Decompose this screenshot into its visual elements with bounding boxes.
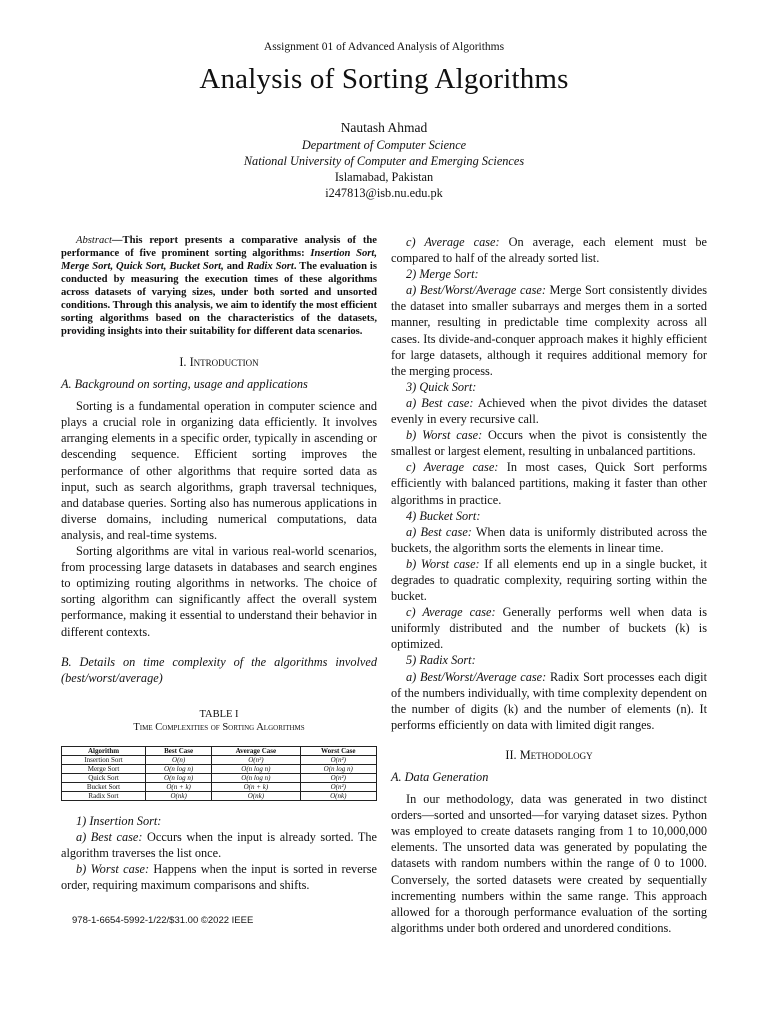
table-cell: O(n + k) (212, 782, 300, 791)
case-label: b) Worst case: (406, 556, 480, 571)
section-heading-methodology (391, 747, 707, 763)
subsubsection-merge-sort: 2) Merge Sort: (406, 267, 479, 282)
abstract-radix: Radix Sort (246, 261, 294, 272)
table-row (62, 764, 377, 773)
paragraph (391, 427, 707, 459)
table-cell: Merge Sort (62, 764, 146, 773)
table-cell: O(n log n) (212, 773, 300, 782)
running-header: Assignment 01 of Advanced Analysis of Algorithms (263, 41, 505, 53)
abstract-text-b: . The evaluation is conducted by measuring the execution times of these algorithms across datasets of varying sizes, under both sorted and unsorted conditions. Through this analysis, we aim to identify the most efficient sorting algorithms based on the characteristics of the datasets, providing insights into their suitability for different data scenarios. (61, 261, 377, 337)
case-label: a) Best/Worst/Average case: (406, 283, 546, 298)
copyright-footer: 978-1-6654-5992-1/22/$31.00 ©2022 IEEE (72, 915, 254, 926)
case-text: In most cases, Quick Sort performs efficiently with balanced partitions, making it faster than other algorithms in practice. (391, 460, 707, 507)
table-row (62, 791, 377, 800)
table-cell: O(n²) (300, 755, 376, 764)
section-title: Methodology (519, 747, 593, 762)
abstract (61, 234, 377, 338)
case-text: Happens when the input is sorted in reverse order, requiring maximum comparisons and shifts. (61, 862, 377, 893)
case-label: c) Average case: (406, 605, 496, 620)
paragraph (391, 604, 707, 652)
subsection-heading-background: A. Background on sorting, usage and applications (61, 377, 308, 392)
paragraph: Sorting algorithms are vital in various real-world scenarios, from processing large datasets in databases and search engines to optimizing routing algorithms in networks. The choice of sorting algorithm can significantly affect the overall system performance, making it essential to understand their behavior in different contexts. (61, 544, 377, 639)
paragraph (391, 669, 707, 733)
author-name: Nautash Ahmad (340, 120, 428, 135)
case-label: c) Average case: (406, 460, 499, 475)
table-caption (61, 708, 377, 734)
table-cell: O(n log n) (146, 764, 212, 773)
case-text: Occurs when the input is already sorted. The algorithm traverses the list once. (61, 829, 377, 860)
case-label: a) Best/Worst/Average case: (406, 669, 547, 684)
table-cell: O(nk) (212, 791, 300, 800)
abstract-and: and (223, 261, 247, 272)
table-header-cell: Best Case (146, 746, 212, 755)
paragraph: In our methodology, data was generated in two distinct orders—sorted and unsorted—for varying dataset sizes. Python was employed to create datasets ranging from 1 to 10,000,000 elements. The unsorted data was generated by populating the datasets with random numbers within the range of 0 to 1000. Conversely, the sorted datasets were created by sequentially incrementing numbers within the same range. This approach allowed for a thorough performance evaluation of the sorting algorithms under both ordered and unordered conditions. (391, 792, 707, 935)
table-header-cell: Worst Case (300, 746, 376, 755)
case-label: b) Worst case: (406, 428, 483, 443)
author-city: Islamabad, Pakistan (334, 170, 434, 184)
section-heading-introduction (61, 354, 377, 370)
table-cell: O(nk) (146, 791, 212, 800)
table-cell: O(n²) (300, 773, 376, 782)
paragraph (391, 556, 707, 604)
subsubsection-quick-sort: 3) Quick Sort: (406, 379, 477, 394)
case-text: Achieved when the pivot divides the dataset evenly in every recursive call. (391, 395, 707, 427)
case-label: c) Average case: (406, 235, 500, 249)
case-label: a) Best case: (406, 395, 474, 410)
table-row (62, 755, 377, 764)
paper-title: Analysis of Sorting Algorithms (199, 63, 569, 95)
table-cell: O(n log n) (212, 764, 300, 773)
table-cell: O(n) (146, 755, 212, 764)
paragraph (61, 861, 377, 893)
case-label: a) Best case: (76, 829, 143, 844)
paragraph: Sorting is a fundamental operation in computer science and plays a crucial role in organizing data efficiently. It involves arranging elements in a specific order, typically in ascending or descending sequence. Efficient sorting improves the performance of other algorithms that require sorted data as input, such as search algorithms, graph traversal techniques, and database queries. Sorting also has numerous applications in diverse domains, including numerical computations, data analysis, and real-time systems. (61, 399, 377, 542)
subsection-heading-details: B. Details on time complexity of the algorithms involved (best/worst/average) (61, 654, 377, 685)
table-cell: Quick Sort (62, 773, 146, 782)
subsubsection-insertion-sort: 1) Insertion Sort: (76, 813, 162, 828)
table-cell: O(nk) (300, 791, 376, 800)
author-email[interactable]: i247813@isb.nu.edu.pk (325, 186, 443, 200)
subsubsection-radix-sort: 5) Radix Sort: (406, 653, 476, 668)
author-university: National University of Computer and Emerging Sciences (243, 154, 525, 168)
case-text: On average, each element must be compared to half of the already sorted list. (391, 235, 707, 266)
paragraph (391, 395, 707, 427)
table-cell: Insertion Sort (62, 755, 146, 764)
table-header-cell: Average Case (212, 746, 300, 755)
table-row (62, 773, 377, 782)
paragraph (61, 829, 377, 861)
table-cell: Radix Sort (62, 791, 146, 800)
case-text: Occurs when the pivot is consistently the smallest or largest element, resulting in unbalanced partitions. (391, 428, 707, 459)
table-cell: O(n²) (300, 782, 376, 791)
complexity-table (61, 746, 377, 801)
section-number: I. (179, 355, 190, 369)
section-title: Introduction (189, 355, 259, 369)
table-cell: O(n + k) (146, 782, 212, 791)
case-text: If all elements end up in a single bucket, it degrades to quadratic complexity, requiring sorting within the bucket. (391, 556, 708, 604)
abstract-label: Abstract (76, 235, 112, 246)
paragraph (391, 459, 707, 507)
case-text: Merge Sort consistently divides the dataset into smaller subarrays and merges them in a sorted manner, resulting in predictable time complexity across all cases. Its divide-and-conquer approach makes it highly efficient for large datasets, although it requires additional memory for the merging process. (391, 283, 707, 378)
paragraph (391, 524, 707, 556)
case-text: When data is uniformly distributed across the buckets, the algorithm sorts the elements in linear time. (391, 524, 708, 555)
abstract-algos: Insertion Sort, Merge Sort, Quick Sort, Bucket Sort, (61, 248, 377, 272)
table-header-cell: Algorithm (62, 746, 146, 755)
case-label: b) Worst case: (76, 862, 150, 877)
case-text: Radix Sort processes each digit of the numbers individually, with time complexity dependent on the number of digits (k) and the number of elements (n). It performs efficiently on data with limited digit ranges. (391, 669, 707, 732)
table-label: TABLE I (199, 708, 239, 720)
paragraph (391, 282, 707, 379)
subsubsection-bucket-sort: 4) Bucket Sort: (406, 508, 481, 523)
table-row (62, 782, 377, 791)
left-column (61, 234, 377, 893)
table-title: Time Complexities of Sorting Algorithms (133, 721, 305, 733)
case-label: a) Best case: (406, 524, 472, 539)
subsection-heading-data-generation: A. Data Generation (391, 770, 489, 784)
paragraph (391, 234, 707, 266)
table-cell: O(n log n) (300, 764, 376, 773)
author-department: Department of Computer Science (301, 138, 467, 152)
table-cell: O(n²) (212, 755, 300, 764)
table-cell: Bucket Sort (62, 782, 146, 791)
case-text: Generally performs well when data is uniformly distributed and the number of buckets (k) is optimized. (391, 605, 707, 652)
table-header-row (62, 746, 377, 755)
table-cell: O(n log n) (146, 773, 212, 782)
section-number: II. (505, 747, 520, 762)
abstract-text-a: —This report presents a comparative analysis of the performance of five prominent sorting algorithms: (61, 235, 377, 259)
right-column (391, 234, 707, 936)
